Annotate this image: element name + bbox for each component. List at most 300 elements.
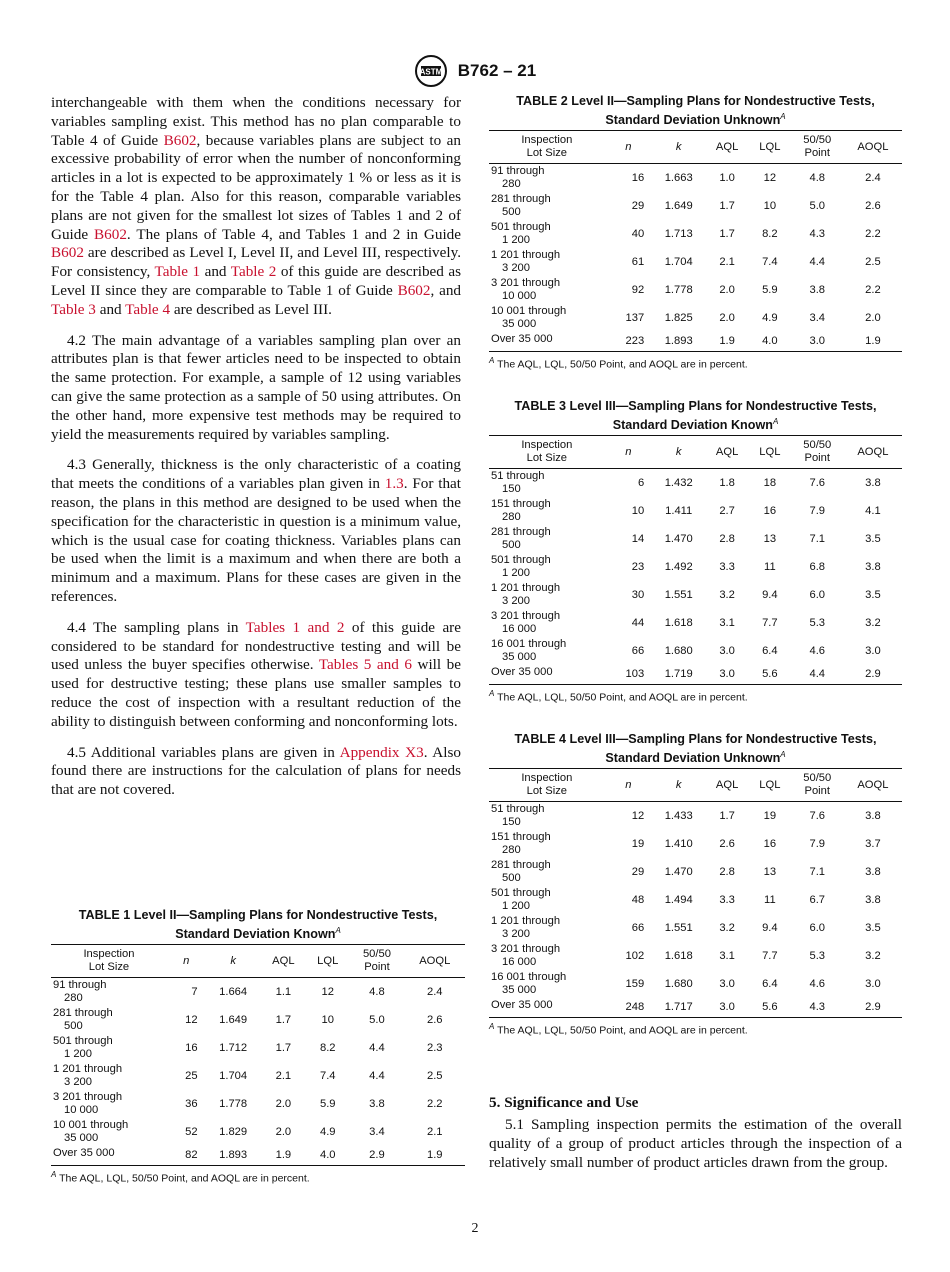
link-section-1-3[interactable]: 1.3: [384, 475, 404, 493]
value-cell: 82: [167, 1146, 206, 1166]
table-3: [489, 399, 902, 704]
value-cell: 4.3: [791, 998, 844, 1018]
table-row: [489, 665, 902, 685]
value-cell: 1.1: [275, 985, 292, 998]
table-row: [489, 830, 902, 858]
value-cell: 16: [185, 1041, 198, 1054]
table-row: [489, 332, 902, 352]
lot-size-cell: 91 through 280: [53, 979, 107, 1005]
table-row: [489, 248, 902, 276]
column-header: AOQL: [405, 945, 466, 978]
value-cell: 29: [631, 865, 645, 878]
value-cell: 5.3: [809, 949, 826, 962]
paragraph-5-1: 5.1 Sampling inspection permits the estimation of the overall quality of a group of product articles through the inspection of a relatively small number of product articles drawn from the group.: [489, 1116, 902, 1171]
link-b602[interactable]: B602: [51, 244, 84, 262]
value-cell: 1.7: [719, 809, 735, 822]
value-cell: 3.0: [791, 332, 844, 352]
value-cell: 2.1: [719, 255, 735, 268]
value-cell: 5.0: [369, 1013, 385, 1026]
value-cell: 1.713: [664, 227, 693, 240]
value-cell: 10: [631, 504, 645, 517]
table-footnote: $^A$ The AQL, LQL, 50/50 Point, and AOQL are in percent.: [51, 1170, 310, 1185]
value-cell: 3.0: [705, 998, 749, 1018]
lot-size-cell: 1 201 through 3 200: [491, 915, 561, 941]
value-cell: 3.8: [865, 560, 881, 573]
value-cell: 1.704: [664, 255, 693, 268]
value-cell: 3.0: [865, 977, 881, 990]
value-cell: 16: [631, 171, 645, 184]
value-cell: 66: [631, 644, 645, 657]
lot-size-cell: 3 201 through 10 000: [53, 1091, 123, 1117]
value-cell: 7.7: [762, 616, 778, 629]
value-cell: 1.712: [219, 1041, 248, 1054]
value-cell: 1.825: [664, 311, 693, 324]
lot-size-cell: 3 201 through 16 000: [491, 943, 561, 969]
value-cell: 4.8: [369, 985, 385, 998]
table-2-grid: [489, 130, 902, 352]
value-cell: 7.9: [809, 504, 826, 517]
value-cell: 10: [763, 199, 777, 212]
value-cell: 2.1: [275, 1069, 292, 1082]
section-5: [489, 1094, 902, 1184]
value-cell: 7: [191, 985, 198, 998]
value-cell: 7.1: [809, 865, 826, 878]
column-header: AQL: [261, 945, 306, 978]
lot-size-cell: 281 through 500: [491, 859, 551, 885]
value-cell: 2.3: [426, 1041, 443, 1054]
lot-size-cell: 91 through 280: [491, 165, 545, 191]
value-cell: 3.1: [719, 616, 735, 629]
lot-size-cell: 3 201 through 10 000: [491, 277, 561, 303]
table-row: [489, 192, 902, 220]
value-cell: 1.551: [664, 588, 693, 601]
column-header: n: [605, 436, 653, 469]
value-cell: 2.2: [865, 227, 881, 240]
value-cell: 5.9: [762, 283, 778, 296]
column-header: AQL: [705, 436, 749, 469]
left-column: [51, 94, 462, 1185]
value-cell: 23: [631, 560, 645, 573]
value-cell: 3.2: [719, 588, 735, 601]
lot-size-cell: 501 through 1 200: [53, 1035, 113, 1061]
value-cell: 2.7: [719, 504, 735, 517]
link-table-2[interactable]: Table 2: [230, 263, 277, 281]
value-cell: 1.649: [664, 199, 693, 212]
value-cell: 1.433: [664, 809, 693, 822]
link-table-3[interactable]: Table 3: [51, 300, 96, 318]
value-cell: 8.2: [319, 1041, 336, 1054]
lot-size-cell: Over 35 000: [489, 998, 605, 1018]
table-row: [489, 553, 902, 581]
value-cell: 3.5: [865, 921, 881, 934]
paragraph-4-4: 4.4 The sampling plans in Tables 1 and 2 of this guide are considered to be standard for nondestructive testing and will be used unless the buyer specifies otherwise. Tables 5 and 6 will be used for destructive testing; these plans use smaller samples to reduce the cost of inspection with a resultant reduction of the ability to distinguish between conforming and nonconforming lots.: [51, 618, 461, 730]
value-cell: 30: [631, 588, 645, 601]
table-4-grid: [489, 768, 902, 1018]
value-cell: 4.4: [809, 255, 826, 268]
value-cell: 3.4: [369, 1125, 385, 1138]
value-cell: 9.4: [762, 921, 778, 934]
section-heading: 5. Significance and Use: [489, 1094, 639, 1111]
value-cell: 12: [185, 1013, 198, 1026]
lot-size-cell: 1 201 through 3 200: [491, 249, 561, 275]
value-cell: 1.618: [664, 949, 693, 962]
value-cell: 2.0: [865, 311, 881, 324]
value-cell: 1.551: [664, 921, 693, 934]
value-cell: 4.3: [809, 227, 826, 240]
value-cell: 1.893: [652, 332, 705, 352]
value-cell: 159: [625, 977, 645, 990]
table-title: TABLE 4 Level III—Sampling Plans for Nondestructive Tests, Standard Deviation Unknown$^A$: [514, 732, 877, 766]
value-cell: 8.2: [762, 227, 778, 240]
table-row: [51, 1146, 465, 1166]
value-cell: 1.8: [719, 476, 735, 489]
value-cell: 3.3: [719, 893, 735, 906]
value-cell: 2.5: [865, 255, 881, 268]
column-header: AQL: [705, 131, 749, 164]
column-header: n: [605, 131, 653, 164]
table-2: [489, 94, 902, 371]
link-b602[interactable]: B602: [94, 225, 127, 243]
lot-size-cell: 281 through 500: [491, 526, 551, 552]
value-cell: 5.6: [749, 998, 791, 1018]
lot-size-cell: Over 35 000: [489, 665, 605, 685]
link-appendix-x3[interactable]: Appendix X3: [339, 743, 424, 761]
lot-size-cell: 151 through 280: [491, 831, 551, 857]
value-cell: 7.6: [809, 809, 826, 822]
table-title: TABLE 2 Level II—Sampling Plans for Nondestructive Tests, Standard Deviation Unknown$^A$: [516, 94, 875, 128]
value-cell: 11: [764, 893, 776, 906]
value-cell: 1.494: [664, 893, 693, 906]
value-cell: 1.680: [664, 977, 693, 990]
value-cell: 4.8: [809, 171, 826, 184]
lot-size-cell: Over 35 000: [51, 1146, 167, 1166]
value-cell: 12: [321, 985, 334, 998]
value-cell: 7.7: [762, 949, 778, 962]
value-cell: 12: [631, 809, 645, 822]
column-header: k: [652, 131, 705, 164]
value-cell: 2.8: [719, 532, 735, 545]
lot-size-cell: 501 through 1 200: [491, 554, 551, 580]
lot-size-cell: 16 001 through 35 000: [491, 638, 567, 664]
value-cell: 6.4: [762, 977, 778, 990]
value-cell: 1.618: [664, 616, 693, 629]
value-cell: 248: [605, 998, 653, 1018]
table-3-grid: [489, 435, 902, 685]
value-cell: 25: [185, 1069, 198, 1082]
value-cell: 1.470: [664, 865, 693, 878]
value-cell: 61: [631, 255, 645, 268]
value-cell: 6.0: [809, 588, 826, 601]
value-cell: 2.0: [719, 311, 735, 324]
value-cell: 29: [631, 199, 645, 212]
value-cell: 3.2: [865, 616, 881, 629]
value-cell: 2.6: [426, 1013, 443, 1026]
value-cell: 9.4: [762, 588, 778, 601]
table-row: [489, 469, 902, 498]
table-row: [489, 942, 902, 970]
value-cell: 7.4: [762, 255, 778, 268]
value-cell: 2.2: [865, 283, 881, 296]
value-cell: 1.664: [219, 985, 248, 998]
column-header: Inspection Lot Size: [489, 769, 605, 802]
value-cell: 13: [763, 532, 777, 545]
value-cell: 7.4: [319, 1069, 336, 1082]
column-header: AOQL: [844, 769, 902, 802]
value-cell: 3.0: [705, 665, 749, 685]
value-cell: 1.778: [664, 283, 693, 296]
lot-size-cell: 51 through 150: [491, 470, 545, 496]
table-row: [489, 970, 902, 998]
value-cell: 3.0: [865, 644, 881, 657]
column-header: LQL: [749, 131, 791, 164]
lot-size-cell: Over 35 000: [489, 332, 605, 352]
value-cell: 4.0: [306, 1146, 349, 1166]
column-header: LQL: [749, 769, 791, 802]
value-cell: 18: [763, 476, 777, 489]
value-cell: 1.663: [664, 171, 693, 184]
column-header: 50/50 Point: [791, 436, 844, 469]
lot-size-cell: 281 through 500: [491, 193, 551, 219]
value-cell: 4.0: [749, 332, 791, 352]
table-row: [489, 220, 902, 248]
lot-size-cell: 10 001 through 35 000: [491, 305, 567, 331]
table-row: [489, 998, 902, 1018]
value-cell: 1.7: [719, 199, 735, 212]
value-cell: 40: [631, 227, 645, 240]
value-cell: 6.8: [809, 560, 826, 573]
value-cell: 1.649: [219, 1013, 248, 1026]
column-header: k: [652, 769, 705, 802]
lot-size-cell: 3 201 through 16 000: [491, 610, 561, 636]
table-row: [489, 497, 902, 525]
value-cell: 2.5: [426, 1069, 443, 1082]
table-row: [51, 1006, 465, 1034]
table-1-grid: [51, 944, 465, 1166]
table-row: [489, 276, 902, 304]
value-cell: 36: [185, 1097, 198, 1110]
value-cell: 1.7: [275, 1041, 292, 1054]
column-header: k: [652, 436, 705, 469]
value-cell: 7.1: [809, 532, 826, 545]
column-header: k: [206, 945, 261, 978]
table-row: [51, 1062, 465, 1090]
column-header: LQL: [749, 436, 791, 469]
table-row: [489, 858, 902, 886]
value-cell: 1.717: [652, 998, 705, 1018]
value-cell: 223: [605, 332, 653, 352]
value-cell: 4.4: [369, 1069, 385, 1082]
value-cell: 92: [631, 283, 645, 296]
value-cell: 3.3: [719, 560, 735, 573]
value-cell: 7.9: [809, 837, 826, 850]
value-cell: 16: [763, 837, 777, 850]
value-cell: 12: [763, 171, 777, 184]
value-cell: 3.8: [865, 893, 881, 906]
value-cell: 44: [631, 616, 645, 629]
value-cell: 1.719: [652, 665, 705, 685]
value-cell: 1.7: [275, 1013, 292, 1026]
column-header: LQL: [306, 945, 349, 978]
svg-text:ASTM: ASTM: [419, 67, 443, 77]
value-cell: 1.432: [664, 476, 693, 489]
column-header: AOQL: [844, 436, 902, 469]
value-cell: 4.9: [319, 1125, 336, 1138]
value-cell: 7.6: [809, 476, 826, 489]
value-cell: 1.9: [844, 332, 902, 352]
table-row: [51, 978, 465, 1007]
value-cell: 1.0: [719, 171, 735, 184]
value-cell: 137: [625, 311, 645, 324]
value-cell: 48: [631, 893, 645, 906]
lot-size-cell: 51 through 150: [491, 803, 545, 829]
lot-size-cell: 281 through 500: [53, 1007, 113, 1033]
value-cell: 2.0: [719, 283, 735, 296]
link-tables-5-and-6[interactable]: Tables 5 and 6: [318, 656, 412, 674]
value-cell: 4.9: [762, 311, 778, 324]
table-1: [51, 908, 465, 1185]
value-cell: 3.8: [809, 283, 826, 296]
table-row: [489, 802, 902, 831]
value-cell: 5.6: [749, 665, 791, 685]
value-cell: 6.7: [809, 893, 826, 906]
value-cell: 11: [764, 560, 776, 573]
astm-logo-icon: [414, 54, 448, 88]
column-header: Inspection Lot Size: [489, 131, 605, 164]
paragraph-4-3: 4.3 Generally, thickness is the only characteristic of a coating that meets the conditions of a variables plan given in 1.3. For that reason, the plans in this method are designed to be used when the specification for the characteristic in question is a minimum value, which is the usual case for coating thickness. Variables plans can be used when the limit is a maximum and when there are both a minimum and a maximum. Plans for these cases are given in the references.: [51, 456, 461, 605]
value-cell: 1.9: [705, 332, 749, 352]
table-row: [489, 525, 902, 553]
value-cell: 5.0: [809, 199, 826, 212]
link-b602[interactable]: B602: [163, 131, 197, 149]
value-cell: 103: [605, 665, 653, 685]
lot-size-cell: 10 001 through 35 000: [53, 1119, 129, 1145]
value-cell: 6.4: [762, 644, 778, 657]
value-cell: 3.7: [865, 837, 881, 850]
value-cell: 4.6: [809, 977, 826, 990]
column-header: 50/50 Point: [349, 945, 404, 978]
value-cell: 52: [185, 1125, 198, 1138]
column-header: Inspection Lot Size: [489, 436, 605, 469]
table-footnote: $^A$ The AQL, LQL, 50/50 Point, and AOQL are in percent.: [489, 356, 748, 371]
link-table-1[interactable]: Table 1: [154, 263, 201, 281]
link-table-4[interactable]: Table 4: [125, 300, 171, 318]
table-title: TABLE 1 Level II—Sampling Plans for Nondestructive Tests, Standard Deviation Known$^A$: [78, 908, 438, 942]
value-cell: 1.492: [664, 560, 693, 573]
standard-designation: B762 – 21: [457, 61, 537, 80]
value-cell: 102: [625, 949, 645, 962]
value-cell: 3.2: [865, 949, 881, 962]
column-header: 50/50 Point: [791, 131, 844, 164]
paragraph-4-5: 4.5 Additional variables plans are given in Appendix X3. Also found there are instructions for the calculation of plans for needs that are not covered.: [51, 743, 461, 799]
value-cell: 3.2: [719, 921, 735, 934]
value-cell: 6: [637, 476, 645, 489]
value-cell: 2.6: [865, 199, 881, 212]
column-header: 50/50 Point: [791, 769, 844, 802]
value-cell: 3.0: [719, 977, 735, 990]
value-cell: 1.7: [719, 227, 735, 240]
table-footnote: $^A$ The AQL, LQL, 50/50 Point, and AOQL are in percent.: [489, 1022, 748, 1037]
value-cell: 5.9: [319, 1097, 336, 1110]
value-cell: 6.0: [809, 921, 826, 934]
value-cell: 1.778: [219, 1097, 248, 1110]
table-row: [489, 581, 902, 609]
value-cell: 16: [763, 504, 777, 517]
table-row: [489, 637, 902, 665]
table-row: [51, 1118, 465, 1146]
lot-size-cell: 501 through 1 200: [491, 221, 551, 247]
value-cell: 1.470: [664, 532, 693, 545]
table-row: [51, 1034, 465, 1062]
lot-size-cell: 1 201 through 3 200: [491, 582, 561, 608]
value-cell: 2.4: [426, 985, 443, 998]
page-number: 2: [471, 1221, 479, 1236]
page-header: [0, 54, 950, 88]
value-cell: 3.5: [865, 532, 881, 545]
value-cell: 2.0: [275, 1097, 292, 1110]
table-footnote: $^A$ The AQL, LQL, 50/50 Point, and AOQL are in percent.: [489, 689, 748, 704]
column-header: AQL: [705, 769, 749, 802]
table-row: [489, 164, 902, 193]
value-cell: 1.410: [664, 837, 693, 850]
value-cell: 2.1: [426, 1125, 443, 1138]
value-cell: 2.9: [844, 665, 902, 685]
value-cell: 1.680: [664, 644, 693, 657]
link-tables-1-and-2[interactable]: Tables 1 and 2: [245, 618, 345, 636]
value-cell: 13: [763, 865, 777, 878]
column-header: n: [167, 945, 206, 978]
value-cell: 10: [321, 1013, 334, 1026]
value-cell: 1.9: [405, 1146, 466, 1166]
value-cell: 1.829: [219, 1125, 248, 1138]
lot-size-cell: 1 201 through 3 200: [53, 1063, 123, 1089]
value-cell: 3.8: [369, 1097, 385, 1110]
value-cell: 2.6: [719, 837, 735, 850]
value-cell: 2.4: [865, 171, 881, 184]
lot-size-cell: 501 through 1 200: [491, 887, 551, 913]
value-cell: 4.4: [369, 1041, 385, 1054]
value-cell: 1.411: [665, 504, 693, 517]
link-b602[interactable]: B602: [397, 281, 431, 299]
table-row: [489, 304, 902, 332]
value-cell: 3.8: [865, 865, 881, 878]
value-cell: 66: [631, 921, 645, 934]
column-header: Inspection Lot Size: [51, 945, 167, 978]
value-cell: 3.1: [719, 949, 735, 962]
value-cell: 1.704: [219, 1069, 248, 1082]
paragraph-4-1-continued: interchangeable with them when the conditions necessary for variables sampling exist. This method has no plan comparable to Table 4 of Guide B602, because variables plans are subject to an excessive probability of error when the number of nonconforming articles in a lot is expected to be approximately 1 % or less as it is for the Table 4 plan. Also for this reason, comparable variables plans are not given for the smallest lot sizes of Tables 1 and 2 of Guide B602. The plans of Table 4, and Tables 1 and 2 in Guide B602 are described as Level I, Level II, and Level III, respectively. For consistency, Table 1 and Table 2 of this guide are described as Level II since they are comparable to Table 1 of Guide B602, and Table 3 and Table 4 are described as Level III.: [51, 94, 462, 318]
table-row: [51, 1090, 465, 1118]
table-row: [489, 609, 902, 637]
value-cell: 2.8: [719, 865, 735, 878]
value-cell: 4.4: [791, 665, 844, 685]
value-cell: 4.1: [865, 504, 881, 517]
value-cell: 1.9: [261, 1146, 306, 1166]
table-row: [489, 886, 902, 914]
value-cell: 19: [631, 837, 645, 850]
value-cell: 3.8: [865, 809, 881, 822]
paragraph-4-2: 4.2 The main advantage of a variables sampling plan over an attributes plan is that fewer articles need to be inspected to obtain the same protection. For example, a sample of 12 using variables can give the same protection as a sample of 50 using attributes. On the other hand, more expensive test methods may be required to yield the measurements required by variables sampling.: [51, 331, 461, 443]
value-cell: 2.2: [426, 1097, 443, 1110]
table-row: [489, 914, 902, 942]
value-cell: 3.5: [865, 588, 881, 601]
value-cell: 3.4: [809, 311, 826, 324]
lot-size-cell: 151 through 280: [491, 498, 551, 524]
column-header: n: [605, 769, 653, 802]
value-cell: 2.0: [275, 1125, 292, 1138]
value-cell: 2.9: [844, 998, 902, 1018]
value-cell: 1.893: [206, 1146, 261, 1166]
table-4: [489, 732, 902, 1037]
